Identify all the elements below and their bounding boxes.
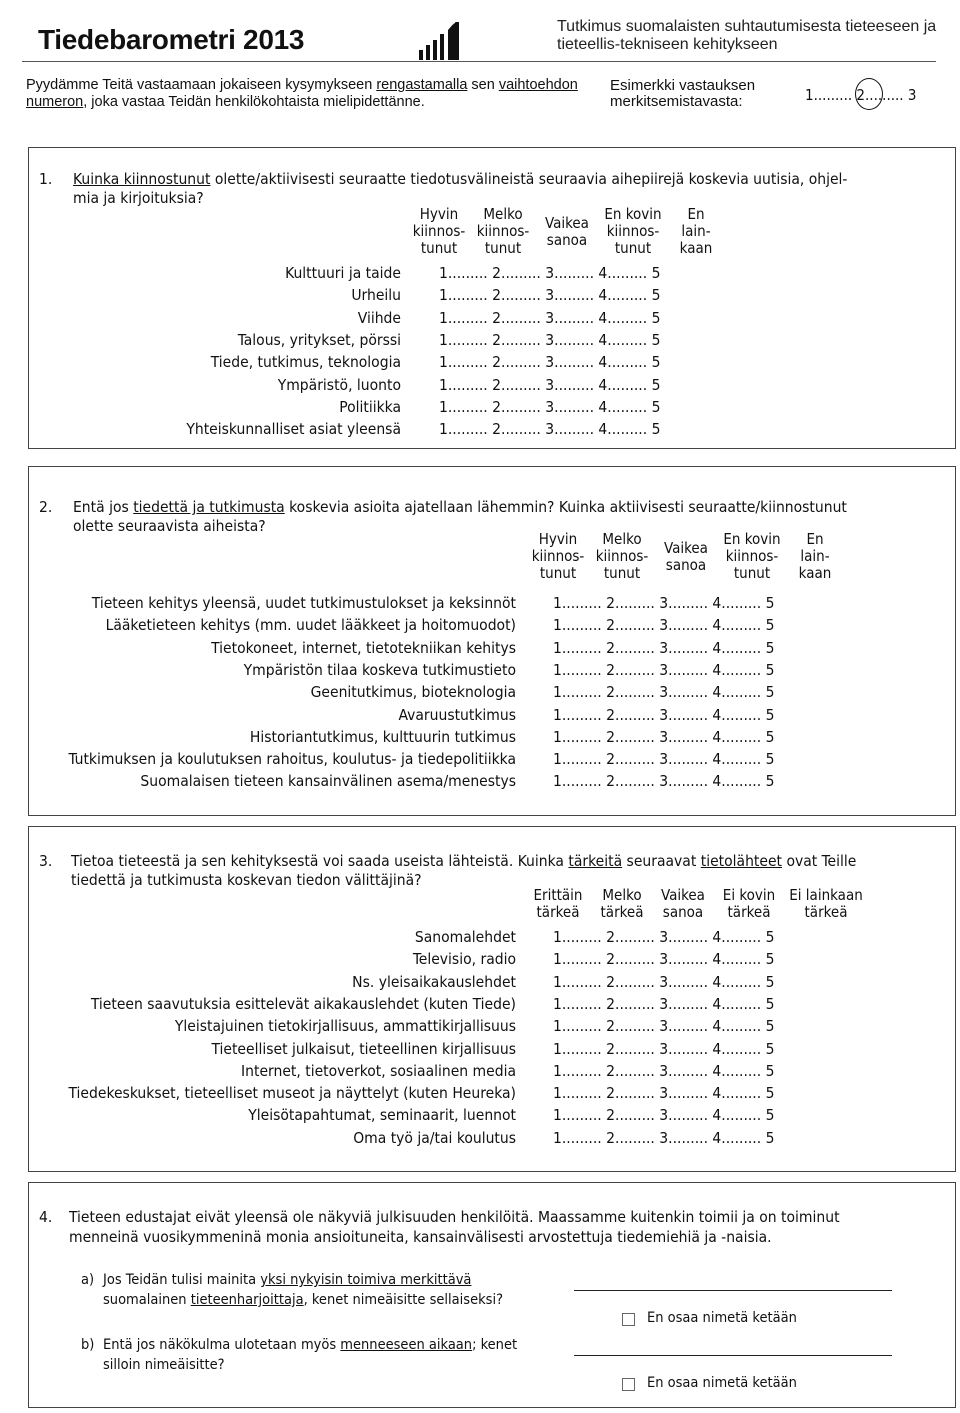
q-text: koskevia asioita ajatellaan lähemmin? bbox=[284, 498, 559, 516]
table-row bbox=[29, 1062, 929, 1082]
instr-text: Pyydämme Teitä vastaamaan jokaiseen kysymykseen bbox=[26, 77, 377, 93]
question-text bbox=[69, 1207, 949, 1247]
q-text: , kenet nimeäisitte sellaiseksi? bbox=[303, 1292, 503, 1308]
answer-scale[interactable]: 1......... 2......... 3......... 4......... 5 bbox=[553, 1039, 775, 1058]
answer-scale[interactable]: 1......... 2......... 3......... 4......... 5 bbox=[553, 638, 775, 657]
answer-scale[interactable]: 1......... 2......... 3......... 4......... 5 bbox=[439, 330, 661, 349]
q-text: ; kenet bbox=[472, 1337, 518, 1353]
column-header: Melko kiinnos- tunut bbox=[476, 205, 530, 257]
table-row bbox=[29, 1106, 929, 1126]
answer-scale[interactable]: 1......... 2......... 3......... 4......... 5 bbox=[439, 286, 661, 305]
row-label: Televisio, radio bbox=[412, 950, 516, 969]
column-header: Erittäin tärkeä bbox=[533, 886, 583, 921]
q-emph: tiedettä ja tutkimusta bbox=[133, 498, 285, 516]
column-header: En lain- kaan bbox=[798, 530, 832, 582]
answer-scale[interactable]: 1......... 2......... 3......... 4......... 5 bbox=[553, 994, 775, 1013]
table-row bbox=[29, 661, 929, 681]
table-row bbox=[29, 616, 929, 636]
column-header: En lain- kaan bbox=[679, 205, 713, 257]
row-label: Tieteen saavutuksia esittelevät aikakauslehdet (kuten Tiede) bbox=[90, 994, 516, 1013]
checkbox-label: En osaa nimetä ketään bbox=[647, 1310, 797, 1326]
q-text: ovat Teille bbox=[782, 852, 857, 870]
row-label: Tutkimuksen ja koulutuksen rahoitus, koulutus- ja tiedepolitiikka bbox=[68, 750, 516, 769]
row-label: Yleistajuinen tietokirjallisuus, ammattikirjallisuus bbox=[174, 1017, 516, 1036]
table-row bbox=[29, 594, 929, 614]
column-header: Hyvin kiinnos- tunut bbox=[412, 205, 466, 257]
question-2-box bbox=[28, 466, 956, 816]
question-number: 4. bbox=[39, 1208, 53, 1226]
page-header bbox=[22, 12, 936, 62]
q-text: Entä jos näkökulma ulotetaan myös bbox=[103, 1337, 341, 1353]
table-row bbox=[29, 264, 929, 284]
question-number: 1. bbox=[39, 170, 53, 188]
column-header: En kovin kiinnos- tunut bbox=[604, 205, 662, 257]
answer-scale[interactable]: 1......... 2......... 3......... 4......... 5 bbox=[553, 660, 775, 679]
table-row bbox=[29, 376, 929, 396]
row-label: Kulttuuri ja taide bbox=[285, 264, 401, 282]
q-text: Tietoa tieteestä ja sen kehityksestä voi saada useista lähteistä. bbox=[71, 852, 518, 870]
q-text: Kuinka bbox=[517, 852, 569, 870]
column-header: Hyvin kiinnos- tunut bbox=[531, 530, 585, 582]
table-row bbox=[29, 286, 929, 306]
answer-scale[interactable]: 1......... 2......... 3......... 4......... 5 bbox=[553, 950, 775, 969]
table-row bbox=[29, 706, 929, 726]
checkbox-label: En osaa nimetä ketään bbox=[647, 1375, 797, 1391]
q-text: seuraavat bbox=[622, 852, 701, 870]
table-row bbox=[29, 420, 929, 440]
answer-scale[interactable]: 1......... 2......... 3......... 4......... 5 bbox=[553, 683, 775, 702]
answer-scale[interactable]: 1......... 2......... 3......... 4......... 5 bbox=[553, 1084, 775, 1103]
answer-scale[interactable]: 1......... 2......... 3......... 4......... 5 bbox=[439, 308, 661, 327]
table-row bbox=[29, 750, 929, 770]
row-label: Ympäristön tilaa koskeva tutkimustieto bbox=[243, 660, 516, 679]
table-row bbox=[29, 1040, 929, 1060]
answer-scale[interactable]: 1......... 2......... 3......... 4......... 5 bbox=[439, 353, 661, 372]
answer-scale[interactable]: 1......... 2......... 3......... 4......... 5 bbox=[439, 420, 661, 439]
answer-scale[interactable]: 1......... 2......... 3......... 4......... 5 bbox=[553, 750, 775, 769]
answer-scale[interactable]: 1......... 2......... 3......... 4......... 5 bbox=[553, 1061, 775, 1080]
table-row bbox=[29, 772, 929, 792]
q-text: Entä jos bbox=[73, 498, 134, 516]
q-text: Kuinka aktiivisesti seuraatte/kiinnostunut bbox=[558, 498, 847, 516]
q-text: olette/aktiivisesti seuraatte tiedotusvälineistä seuraavia aihepiirejä koskevia uutisia, ohjel- bbox=[210, 170, 848, 188]
page-title: Tiedebarometri 2013 bbox=[38, 24, 305, 55]
q-text: Jos Teidän tulisi mainita bbox=[103, 1272, 261, 1288]
bar-chart-logo-icon bbox=[417, 18, 465, 62]
row-label: Urheilu bbox=[351, 286, 401, 305]
row-label: Viihde bbox=[357, 308, 401, 327]
row-label: Sanomalehdet bbox=[414, 928, 516, 946]
answer-scale[interactable]: 1......... 2......... 3......... 4......... 5 bbox=[553, 727, 775, 746]
question-number: 2. bbox=[39, 498, 53, 516]
example-circle bbox=[855, 78, 883, 110]
sub-question-a bbox=[103, 1270, 583, 1310]
table-row bbox=[29, 928, 929, 948]
question-number: 3. bbox=[39, 852, 53, 870]
answer-scale[interactable]: 1......... 2......... 3......... 4......... 5 bbox=[553, 594, 775, 612]
q-emph: yksi nykyisin toimiva merkittävä bbox=[260, 1272, 472, 1288]
question-3-box bbox=[28, 826, 956, 1172]
table-row bbox=[29, 950, 929, 970]
q-text: Tieteen edustajat eivät yleensä ole näkyviä julkisuuden henkilöitä. Maassamme kuitenkin toimii ja on toiminut bbox=[69, 1208, 840, 1226]
column-header: Ei kovin tärkeä bbox=[722, 886, 776, 921]
q-text: silloin nimeäisitte? bbox=[103, 1357, 225, 1373]
table-row bbox=[29, 309, 929, 329]
row-label: Talous, yritykset, pörssi bbox=[237, 330, 401, 349]
answer-line-b[interactable] bbox=[574, 1355, 892, 1356]
q-text: suomalainen bbox=[103, 1292, 191, 1308]
table-row bbox=[29, 639, 929, 659]
q-emph: menneeseen aikaan bbox=[340, 1337, 473, 1353]
sub-label-a: a) bbox=[81, 1272, 95, 1288]
q-text: menneinä vuosikymmeninä monia ansioituneita, kansainvälisesti arvostettuja tiedemiehiä ja -naisia. bbox=[69, 1228, 772, 1246]
table-row bbox=[29, 398, 929, 418]
row-label: Ympäristö, luonto bbox=[277, 375, 401, 394]
answer-scale[interactable]: 1......... 2......... 3......... 4......... 5 bbox=[553, 1128, 775, 1147]
table-row bbox=[29, 683, 929, 703]
example-scale: 1......... 2......... 3 bbox=[805, 86, 917, 104]
column-header: Vaikea sanoa bbox=[664, 539, 708, 574]
q-emph: tärkeitä bbox=[568, 852, 623, 870]
table-row bbox=[29, 1129, 929, 1149]
row-label: Internet, tietoverkot, sosiaalinen media bbox=[241, 1061, 516, 1080]
table-row bbox=[29, 1084, 929, 1104]
row-label: Suomalaisen tieteen kansainvälinen asema/menestys bbox=[140, 772, 516, 791]
column-header: Melko kiinnos- tunut bbox=[595, 530, 649, 582]
answer-scale[interactable]: 1......... 2......... 3......... 4......... 5 bbox=[553, 1017, 775, 1036]
answer-scale[interactable]: 1......... 2......... 3......... 4......... 5 bbox=[553, 1106, 775, 1125]
table-row bbox=[29, 728, 929, 748]
question-1-box bbox=[28, 147, 956, 449]
question-4-box bbox=[28, 1182, 956, 1408]
q-emph: tieteenharjoittaja bbox=[190, 1292, 304, 1308]
q-text: tiedettä ja tutkimusta koskevan tiedon välittäjinä? bbox=[71, 871, 422, 889]
row-label: Historiantutkimus, kulttuurin tutkimus bbox=[249, 727, 516, 746]
page-subtitle: Tutkimus suomalaisten suhtautumisesta tieteeseen ja tieteellis-tekniseen kehitykseen bbox=[557, 18, 937, 53]
checkbox-none-a[interactable] bbox=[622, 1313, 635, 1326]
row-label: Politiikka bbox=[339, 397, 401, 416]
answer-scale[interactable]: 1......... 2......... 3......... 4......... 5 bbox=[553, 616, 775, 635]
row-label: Yleisötapahtumat, seminaarit, luennot bbox=[248, 1106, 516, 1125]
instr-emph: vaihtoehdon numeron bbox=[26, 77, 578, 110]
q-text: mia ja kirjoituksia? bbox=[73, 189, 204, 207]
checkbox-none-b[interactable] bbox=[622, 1378, 635, 1391]
instructions bbox=[26, 77, 586, 111]
example-line: merkitsemistavasta: bbox=[610, 93, 743, 110]
q-emph: Kuinka kiinnostunut bbox=[73, 170, 211, 188]
row-label: Yhteiskunnalliset asiat yleensä bbox=[186, 420, 401, 439]
row-label: Geenitutkimus, bioteknologia bbox=[310, 683, 516, 702]
row-label: Ns. yleisaikakauslehdet bbox=[352, 972, 516, 991]
row-label: Tieteen kehitys yleensä, uudet tutkimustulokset ja keksinnöt bbox=[91, 594, 516, 612]
question-text bbox=[73, 170, 943, 208]
row-label: Avaruustutkimus bbox=[398, 705, 516, 724]
answer-scale[interactable]: 1......... 2......... 3......... 4......... 5 bbox=[553, 928, 775, 946]
table-row bbox=[29, 331, 929, 351]
question-text bbox=[71, 852, 951, 890]
row-label: Tiedekeskukset, tieteelliset museot ja näyttelyt (kuten Heureka) bbox=[68, 1084, 516, 1103]
row-label: Tieteelliset julkaisut, tieteellinen kirjallisuus bbox=[211, 1039, 516, 1058]
answer-scale[interactable]: 1......... 2......... 3......... 4......... 5 bbox=[553, 772, 775, 791]
instr-text: , joka vastaa Teidän henkilökohtaista mielipidettänne. bbox=[83, 94, 425, 110]
table-row bbox=[29, 973, 929, 993]
instr-emph: rengastamalla bbox=[376, 77, 468, 93]
column-header: En kovin kiinnos- tunut bbox=[723, 530, 781, 582]
sub-question-b bbox=[103, 1335, 583, 1375]
answer-scale[interactable]: 1......... 2......... 3......... 4......... 5 bbox=[553, 705, 775, 724]
column-header: Melko tärkeä bbox=[600, 886, 644, 921]
answer-scale[interactable]: 1......... 2......... 3......... 4......... 5 bbox=[439, 264, 661, 282]
row-label: Lääketieteen kehitys (mm. uudet lääkkeet ja hoitomuodot) bbox=[105, 616, 516, 635]
row-label: Oma työ ja/tai koulutus bbox=[353, 1128, 516, 1147]
table-row bbox=[29, 1017, 929, 1037]
column-header: Vaikea sanoa bbox=[661, 886, 705, 921]
answer-scale[interactable]: 1......... 2......... 3......... 4......... 5 bbox=[439, 375, 661, 394]
q-text: olette seuraavista aiheista? bbox=[73, 517, 266, 535]
example-label bbox=[610, 78, 755, 110]
column-header: Vaikea sanoa bbox=[545, 214, 589, 249]
answer-line-a[interactable] bbox=[574, 1290, 892, 1291]
answer-scale[interactable]: 1......... 2......... 3......... 4......... 5 bbox=[553, 972, 775, 991]
example-line: Esimerkki vastauksen bbox=[610, 77, 756, 94]
column-header: Ei lainkaan tärkeä bbox=[789, 886, 863, 921]
q-emph: tietolähteet bbox=[700, 852, 783, 870]
row-label: Tietokoneet, internet, tietotekniikan kehitys bbox=[211, 638, 516, 657]
row-label: Tiede, tutkimus, teknologia bbox=[210, 353, 401, 372]
table-row bbox=[29, 995, 929, 1015]
sub-label-b: b) bbox=[81, 1337, 95, 1353]
answer-scale[interactable]: 1......... 2......... 3......... 4......... 5 bbox=[439, 397, 661, 416]
table-row bbox=[29, 353, 929, 373]
instr-text: sen bbox=[467, 77, 499, 93]
